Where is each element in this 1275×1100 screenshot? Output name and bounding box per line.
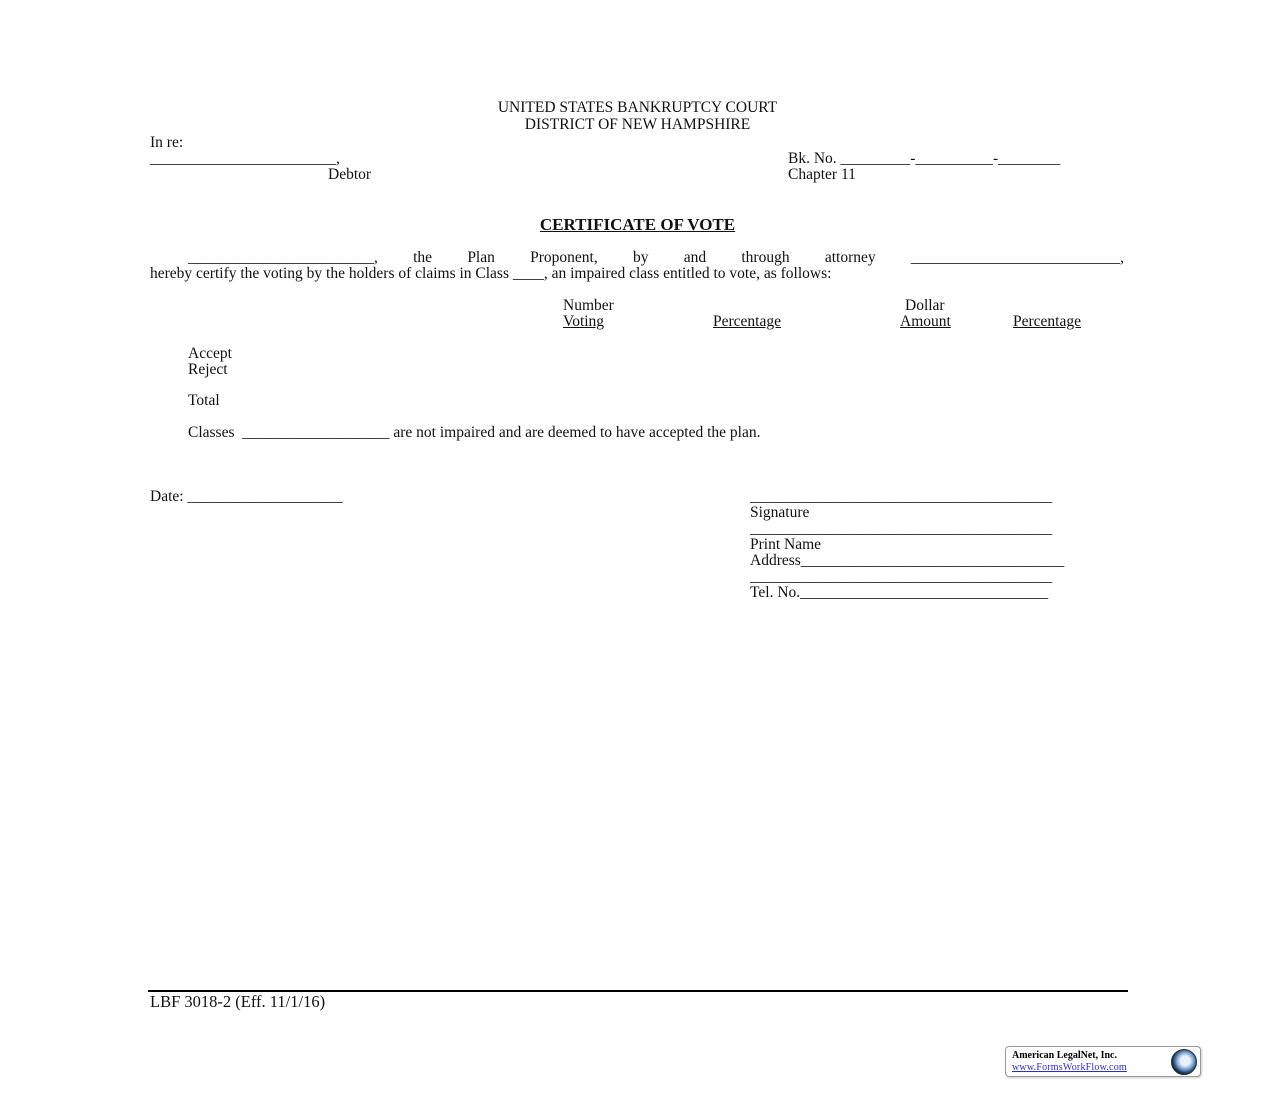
document-title: CERTIFICATE OF VOTE bbox=[539, 215, 736, 234]
attorney-field[interactable]: ___________________________, bbox=[910, 249, 1124, 266]
debtor-name-field[interactable]: ________________________, bbox=[150, 150, 340, 167]
print-name-label: Print Name bbox=[750, 536, 822, 553]
bankruptcy-number-field[interactable]: Bk. No. _________-__________-________ bbox=[788, 150, 1061, 167]
intro-line-2: hereby certify the voting by the holders of claims in Class ____, an impaired class entitled to vote, as follows: bbox=[150, 265, 832, 282]
signature-label: Signature bbox=[750, 504, 810, 521]
intro-word: Plan bbox=[467, 249, 495, 266]
col-dollar-percentage: Percentage bbox=[1013, 313, 1081, 330]
address-field-line2[interactable]: _______________________________________ bbox=[750, 568, 1053, 585]
intro-word: Proponent, bbox=[530, 249, 598, 266]
address-field[interactable]: Address__________________________________ bbox=[750, 552, 1065, 569]
debtor-label: Debtor bbox=[328, 166, 372, 183]
col-number-voting-line1: Number bbox=[563, 297, 614, 314]
in-re-label: In re: bbox=[150, 134, 184, 151]
court-district: DISTRICT OF NEW HAMPSHIRE bbox=[524, 116, 751, 133]
date-field[interactable]: Date: ____________________ bbox=[150, 488, 343, 505]
chapter-label: Chapter 11 bbox=[788, 166, 856, 183]
intro-word: the bbox=[413, 249, 433, 266]
form-identifier: LBF 3018-2 (Eff. 11/1/16) bbox=[150, 992, 326, 1011]
badge-url-link[interactable]: www.FormsWorkFlow.com bbox=[1012, 1062, 1127, 1073]
col-dollar-amount-line2: Amount bbox=[900, 313, 951, 330]
unimpaired-classes-statement[interactable]: Classes ___________________ are not impaired and are deemed to have accepted the plan. bbox=[188, 424, 761, 441]
col-number-percentage: Percentage bbox=[713, 313, 781, 330]
intro-word: by bbox=[632, 249, 649, 266]
intro-line-1 bbox=[188, 250, 1124, 266]
col-dollar-amount-line1: Dollar bbox=[905, 297, 945, 314]
telephone-field[interactable]: Tel. No.________________________________ bbox=[750, 584, 1049, 601]
plan-proponent-field[interactable]: ________________________, bbox=[188, 249, 378, 266]
legalnet-badge[interactable] bbox=[1005, 1046, 1201, 1077]
intro-word: attorney bbox=[824, 249, 876, 266]
row-total-label: Total bbox=[188, 392, 220, 409]
intro-word: and bbox=[683, 249, 707, 266]
signature-field[interactable]: _______________________________________ bbox=[750, 488, 1053, 505]
row-accept-label: Accept bbox=[188, 345, 232, 362]
print-name-field[interactable]: _______________________________________ bbox=[750, 520, 1053, 537]
intro-word: through bbox=[741, 249, 790, 266]
court-name: UNITED STATES BANKRUPTCY COURT bbox=[497, 99, 778, 116]
row-reject-label: Reject bbox=[188, 361, 228, 378]
col-number-voting-line2: Voting bbox=[563, 313, 605, 330]
badge-company: American LegalNet, Inc. bbox=[1012, 1050, 1117, 1061]
globe-icon bbox=[1171, 1049, 1197, 1075]
